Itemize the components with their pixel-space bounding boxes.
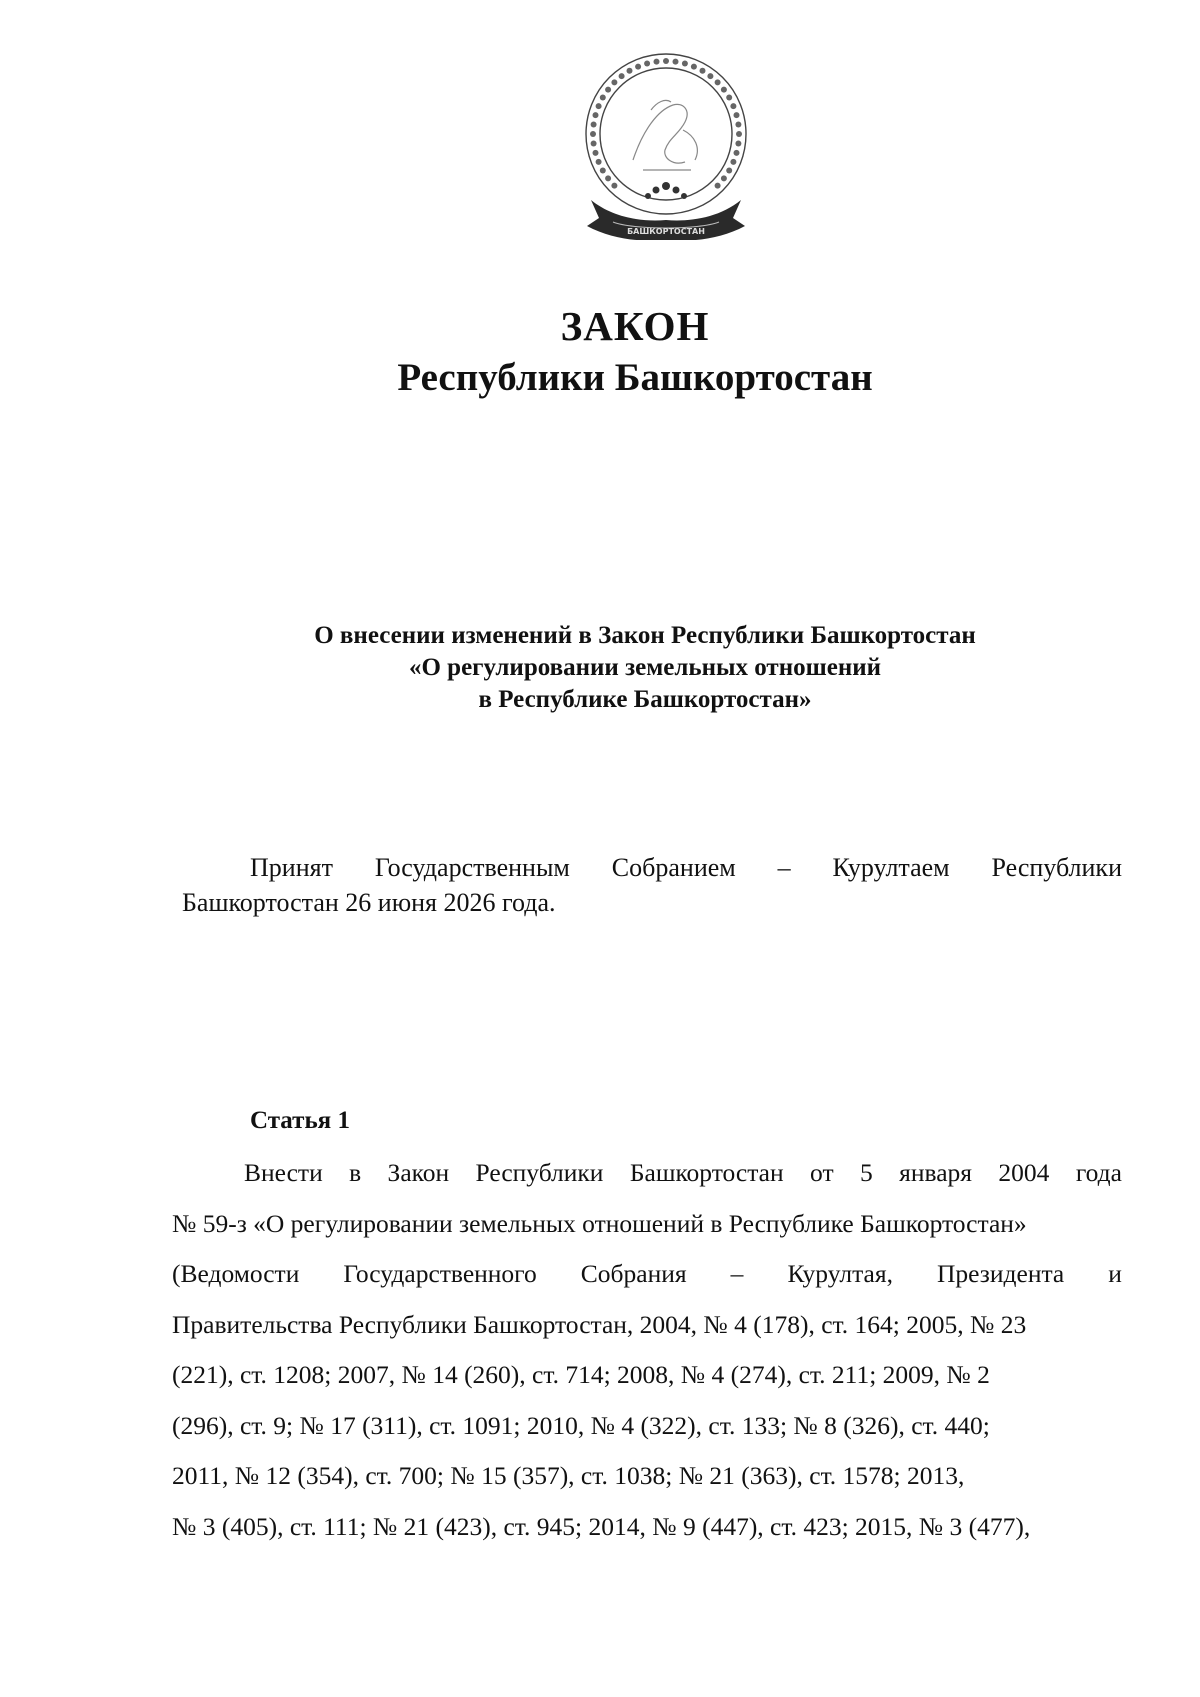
emblem-ornament (590, 131, 596, 137)
article-text: и (1108, 1259, 1122, 1288)
article-line (172, 1502, 1122, 1553)
emblem-ornament (593, 150, 599, 156)
emblem-ornament (627, 68, 633, 74)
emblem-ornament (600, 95, 606, 101)
article-text: Президента (937, 1259, 1065, 1288)
law-name (0, 620, 1200, 716)
emblem-ornament (596, 103, 602, 109)
article-text: Закон (387, 1158, 450, 1187)
article-line (172, 1300, 1122, 1351)
article-line (172, 1451, 1122, 1502)
adoption-word: Курултаем (832, 853, 950, 882)
emblem-ornament (734, 150, 740, 156)
emblem-ornament (735, 141, 741, 147)
article-text: 2011, № 12 (354), ст. 700; № 15 (357), ст. 1038; № 21 (363), ст. 1578; 2013, (172, 1461, 965, 1490)
emblem-ornament (715, 79, 721, 85)
emblem-ornament (691, 64, 697, 70)
article-text: года (1075, 1158, 1122, 1187)
emblem-ornament (611, 183, 617, 189)
article-text: Собрания (580, 1259, 687, 1288)
emblem-ornament (726, 95, 732, 101)
article-line (172, 1199, 1122, 1250)
emblem-ornament (619, 73, 625, 79)
adoption-statement (182, 850, 1122, 920)
article-text: Республики (475, 1158, 604, 1187)
emblem-ornament (700, 68, 706, 74)
emblem-ornament (596, 159, 602, 165)
emblem-ornament (707, 73, 713, 79)
article-text: в (349, 1158, 362, 1187)
adoption-word: – (777, 853, 791, 882)
law-name-line: в Республике Башкортостан» (478, 686, 812, 713)
emblem-ornament (611, 79, 617, 85)
emblem-ornament (721, 175, 727, 181)
emblem-ornament (654, 59, 660, 65)
adoption-word: Государственным (374, 853, 570, 882)
document-title: ЗАКОН (560, 303, 710, 349)
article-line (172, 1249, 1122, 1300)
emblem-ornament (730, 103, 736, 109)
article-text: № 3 (405), ст. 111; № 21 (423), ст. 945; 2014, № 9 (447), ст. 423; 2015, № 3 (477), (172, 1511, 1031, 1541)
adoption-line: Башкортостан 26 июня 2026 года. (182, 888, 556, 917)
article-text: № 59-з «О регулировании земельных отношений в Республике Башкортостан» (172, 1208, 1027, 1238)
emblem-ornament (726, 168, 732, 174)
emblem-ornament (736, 131, 742, 137)
article-line (172, 1148, 1122, 1199)
article-text: – (730, 1259, 744, 1288)
emblem-ornament (591, 122, 597, 128)
document-subtitle: Республики Башкортостан (397, 356, 873, 399)
article-line (172, 1401, 1122, 1452)
law-name-line: «О регулировании земельных отношений (408, 654, 882, 681)
emblem-ornament (605, 175, 611, 181)
emblem-ornament (644, 61, 650, 67)
coat-of-arms-emblem (573, 50, 759, 240)
article-heading: Статья 1 (250, 1107, 350, 1134)
adoption-line (182, 850, 1122, 885)
adoption-word: Республики (991, 853, 1122, 882)
article-text: Внести (244, 1158, 323, 1187)
emblem-ornament (673, 59, 679, 65)
article-text: (Ведомости (172, 1259, 300, 1288)
article-text: 2004 (998, 1158, 1050, 1187)
emblem-ornament (635, 64, 641, 70)
article-text: Государственного (343, 1259, 537, 1288)
adoption-word: Принят (250, 853, 333, 882)
emblem-ornament (730, 159, 736, 165)
emblem-ornament (715, 183, 721, 189)
emblem-ornament (735, 122, 741, 128)
article-text: от (810, 1158, 834, 1187)
article-text: (296), ст. 9; № 17 (311), ст. 1091; 2010, № 4 (322), ст. 133; № 8 (326), ст. 440; (172, 1410, 990, 1440)
emblem-ornament (734, 112, 740, 118)
emblem-ribbon-text: БАШКОРТОСТАН (627, 227, 705, 236)
emblem-ornament (593, 112, 599, 118)
article-text: Правительства Республики Башкортостан, 2004, № 4 (178), ст. 164; 2005, № 23 (172, 1309, 1027, 1339)
adoption-word: Собранием (611, 853, 736, 882)
emblem-ornament (605, 87, 611, 93)
law-name-line: О внесении изменений в Закон Республики Башкортостан (314, 622, 976, 649)
article-body (172, 1148, 1122, 1552)
emblem-ornament (663, 58, 669, 64)
article-text: 5 (860, 1158, 873, 1187)
article-text: Башкортостан (629, 1158, 784, 1187)
emblem-ornament (682, 61, 688, 67)
emblem-ornament (591, 141, 597, 147)
article-text: января (899, 1158, 973, 1187)
bashkortostan-coat-of-arms-icon (573, 50, 759, 240)
article-text: (221), ст. 1208; 2007, № 14 (260), ст. 714; 2008, № 4 (274), ст. 211; 2009, № 2 (172, 1360, 990, 1389)
article-text: Курултая, (787, 1259, 893, 1288)
article-line (172, 1350, 1122, 1401)
emblem-ornament (600, 168, 606, 174)
emblem-ornament (721, 87, 727, 93)
